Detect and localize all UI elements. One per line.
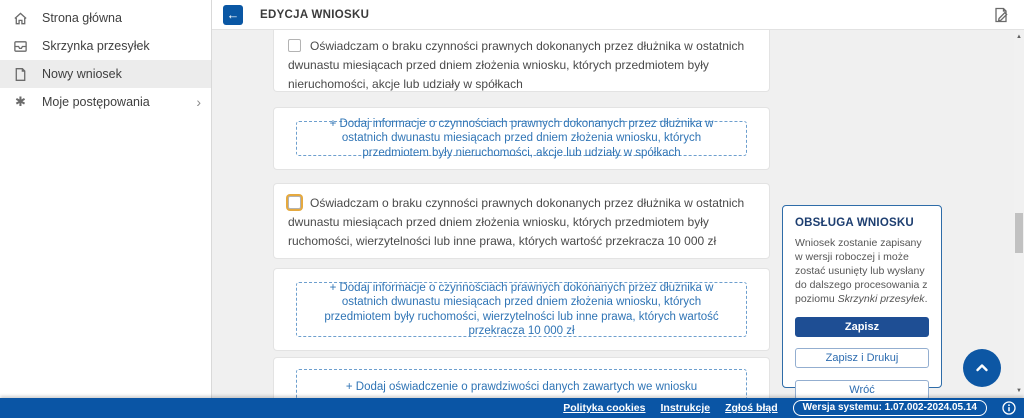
application-actions-panel (782, 205, 942, 396)
panel-title: OBSŁUGA WNIOSKU (795, 217, 914, 229)
page-title: EDYCJA WNIOSKU (260, 8, 370, 21)
system-version-badge: Wersja systemu: 1.07.002-2024.05.14 (793, 400, 987, 416)
chevron-up-icon (972, 358, 992, 378)
sidebar-item-inbox[interactable] (0, 32, 211, 60)
panel-description: Wniosek zostanie zapisany w wersji roboczej i może zostać usunięty lub wysłany do dalszego procesowania z poziomu Skrzynki przesyłek. (795, 237, 928, 305)
add-info-real-estate-button[interactable]: + Dodaj informacje o czynnościach prawnych dokonanych przez dłużnika w ostatnich dwunastu miesiącach przed dniem złożenia wniosku, których przedmiotem były nieruchomości, akcje lub udziały w spółkach (296, 121, 747, 156)
topbar (212, 0, 1024, 30)
add-info-card-movables (273, 268, 770, 351)
declaration-checkbox-movables[interactable] (288, 196, 301, 209)
declaration-checkbox-real-estate[interactable] (288, 39, 301, 52)
declaration-label: Oświadczam o braku czynności prawnych dokonanych przez dłużnika w ostatnich dwunastu miesiącach przed dniem złożenia wniosku, których przedmiotem były nieruchomości, akcje lub udziały w spółkach (288, 39, 745, 91)
back-button[interactable] (223, 5, 243, 25)
vertical-scrollbar[interactable] (1014, 30, 1024, 398)
declaration-card-movables (273, 183, 770, 259)
sidebar-item-label: Strona główna (42, 11, 122, 25)
scrollbar-thumb[interactable] (1015, 213, 1023, 253)
declaration-row (288, 194, 754, 251)
edit-document-icon[interactable] (992, 6, 1010, 24)
sidebar (0, 0, 212, 398)
inbox-icon (13, 39, 28, 54)
document-icon (13, 67, 28, 82)
sidebar-item-label: Skrzynka przesyłek (42, 39, 150, 53)
asterisk-icon: ✱ (15, 94, 26, 109)
add-info-movables-button[interactable]: + Dodaj informacje o czynnościach prawnych dokonanych przez dłużnika w ostatnich dwunastu miesiącach przed dniem złożenia wniosku, których przedmiotem były ruchomości, wierzytelności lub inne prawa, których wartość przekracza 10 000 zł (296, 282, 747, 337)
chevron-right-icon: › (196, 94, 201, 110)
sidebar-item-new-application[interactable] (0, 60, 211, 88)
declaration-card-real-estate (273, 30, 770, 92)
inbox-reference: Skrzynki przesyłek (837, 293, 925, 305)
declaration-label: Oświadczam o braku czynności prawnych dokonanych przez dłużnika w ostatnich dwunastu miesiącach przed dniem złożenia wniosku, których przedmiotem były ruchomości, wierzytelności lub inne prawa, których wartość przekracza 10 000 zł (288, 196, 745, 248)
sidebar-item-label: Moje postępowania (42, 95, 150, 109)
scroll-to-top-button[interactable] (963, 349, 1001, 387)
report-bug-link[interactable]: Zgłoś błąd (725, 402, 778, 414)
instructions-link[interactable]: Instrukcje (660, 402, 711, 414)
sidebar-item-home[interactable] (0, 4, 211, 32)
home-icon (13, 11, 28, 26)
add-truth-declaration-button[interactable]: + Dodaj oświadczenie o prawdziwości danych zawartych we wniosku (296, 369, 747, 406)
scrollbar-down-arrow-icon[interactable]: ▼ (1016, 388, 1022, 394)
footer-bar (0, 398, 1024, 418)
declaration-row (288, 37, 754, 94)
add-info-card-real-estate (273, 107, 770, 170)
info-icon[interactable] (1002, 401, 1016, 415)
scrollbar-up-arrow-icon[interactable]: ▲ (1016, 34, 1022, 40)
sidebar-item-label: Nowy wniosek (42, 67, 122, 81)
sidebar-item-my-proceedings[interactable] (0, 88, 211, 116)
save-button[interactable]: Zapisz (795, 317, 929, 337)
save-and-print-button[interactable]: Zapisz i Drukuj (795, 348, 929, 368)
back-arrow-icon: ← (226, 7, 240, 22)
return-button[interactable]: Wróć (795, 380, 929, 400)
cookies-policy-link[interactable]: Polityka cookies (563, 402, 646, 414)
